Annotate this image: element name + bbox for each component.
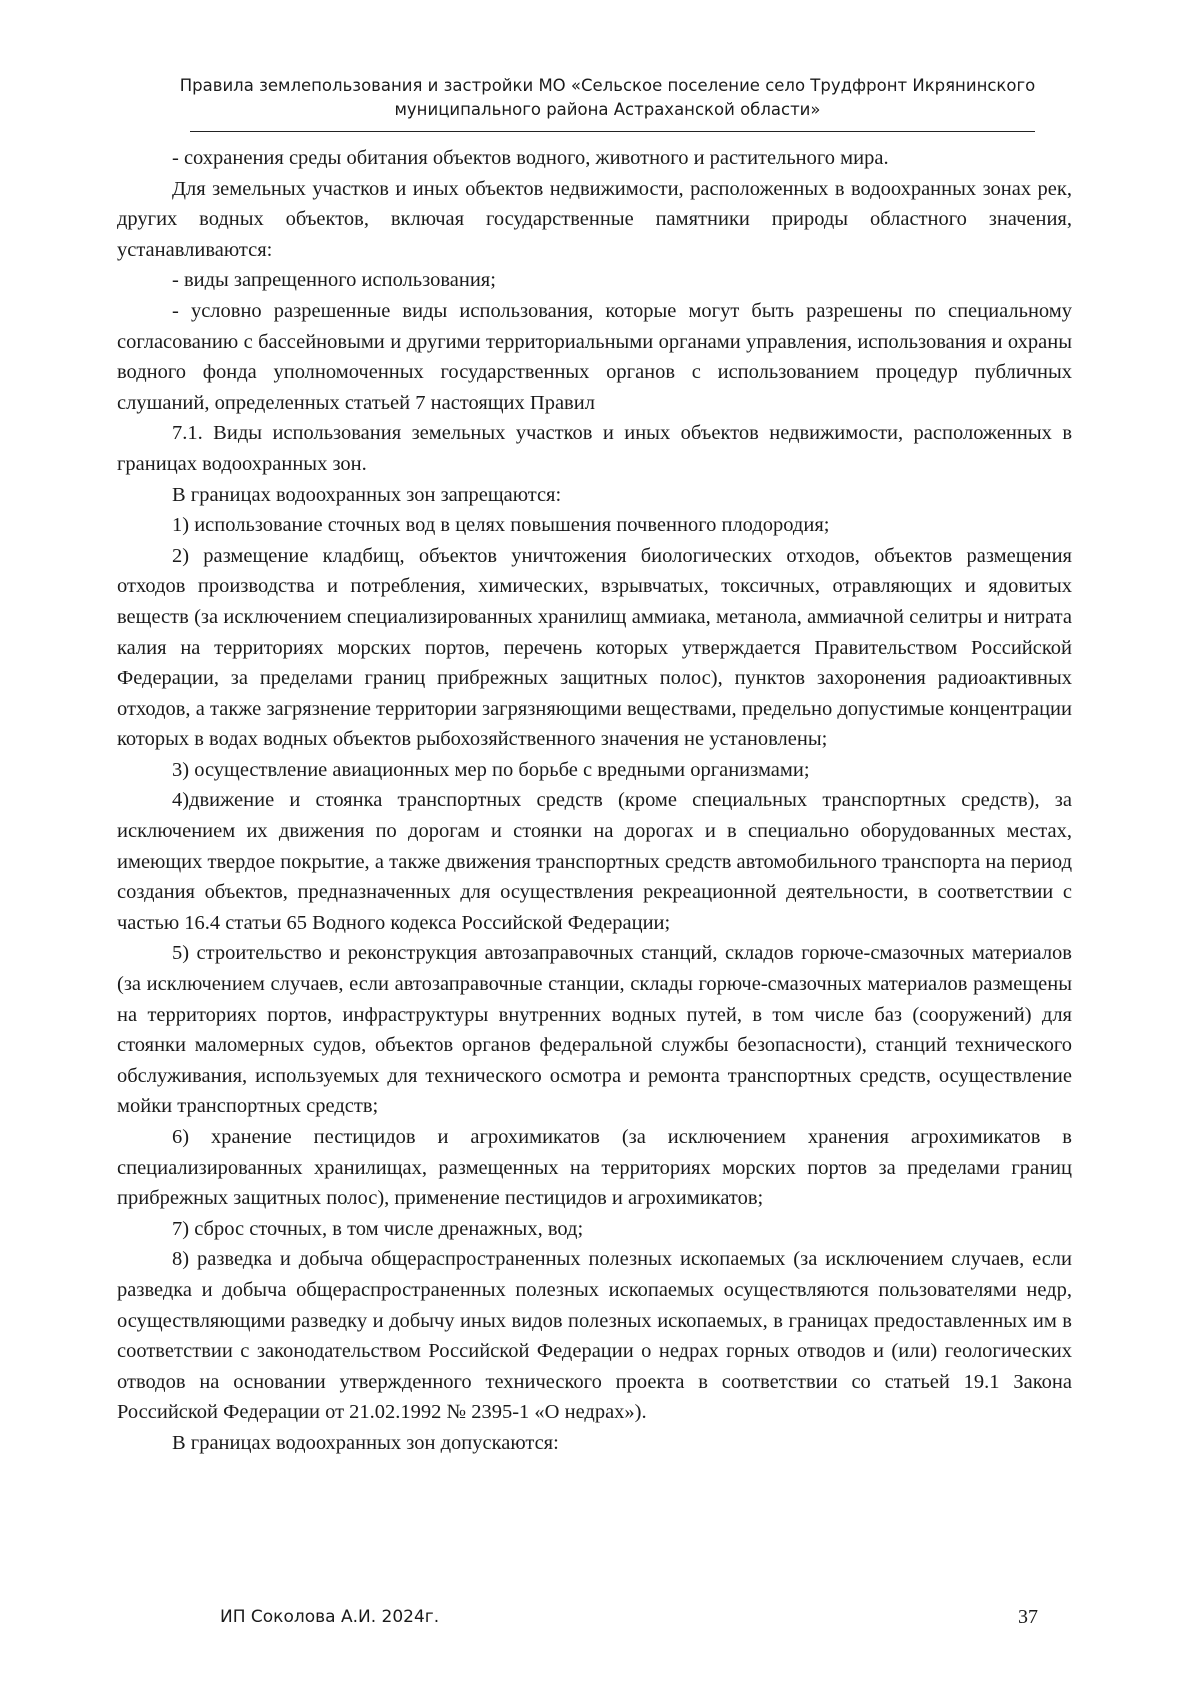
paragraph-habitat-preservation: - сохранения среды обитания объектов водного, животного и растительного мира. bbox=[172, 147, 889, 169]
document-body bbox=[117, 143, 1072, 1459]
list-item-5: 5) строительство и реконструкция автозаправочных станций, складов горюче-смазочных материалов (за исключением случаев, если автозаправочные станции, склады горюче-смазочных материалов размещены на территориях портов, инфраструктуры внутренних водных путей, в том числе баз (сооружений) для стоянки маломерных судов, объектов органов федеральной службы безопасности), станций технического обслуживания, используемых для технического осмотра и ремонта транспортных средств, осуществление мойки транспортных средств; bbox=[117, 942, 1072, 1118]
header-line-2: муниципального района Астраханской области» bbox=[394, 100, 821, 119]
list-item-7: 7) сброс сточных, в том числе дренажных, вод; bbox=[172, 1217, 584, 1240]
list-item-6: 6) хранение пестицидов и агрохимикатов (за исключением хранения агрохимикатов в специализированных хранилищах, размещенных на территориях морских портов за пределами границ прибрежных защитных полос), применение пестицидов и агрохимикатов; bbox=[117, 1126, 1072, 1210]
paragraph-prohibited-intro: В границах водоохранных зон запрещаются: bbox=[172, 483, 562, 506]
header-line-1: Правила землепользования и застройки МО «Сельское поселение село Трудфронт Икрянинского bbox=[179, 76, 1036, 95]
list-item-4: 4)движение и стоянка транспортных средств (кроме специальных транспортных средств), за исключением их движения по дорогам и стоянки на дорогах и в специально оборудованных местах, имеющих твердое покрытие, а также движения транспортных средств автомобильного транспорта на период создания объектов, предназначенных для осуществления рекреационной деятельности, в соответствии с частью 16.4 статьи 65 Водного кодекса Российской Федерации; bbox=[117, 789, 1072, 934]
paragraph-prohibited-uses: - виды запрещенного использования; bbox=[172, 269, 496, 292]
section-heading-7-1: 7.1. Виды использования земельных участков и иных объектов недвижимости, расположенных в границах водоохранных зон. bbox=[117, 422, 1072, 475]
paragraph-permitted-intro: В границах водоохранных зон допускаются: bbox=[172, 1431, 559, 1454]
header-divider bbox=[190, 131, 1035, 132]
paragraph-conditional-uses: - условно разрешенные виды использования, которые могут быть разрешены по специальному согласованию с бассейновыми и другими территориальными органами управления, использования и охраны водного фонда уполномоченных государственных органов с использованием процедур публичных слушаний, определенных статьей 7 настоящих Правил bbox=[117, 299, 1072, 414]
paragraph-water-protection-intro: Для земельных участков и иных объектов недвижимости, расположенных в водоохранных зонах рек, других водных объектов, включая государственные памятники природы областного значения, устанавливаются: bbox=[117, 177, 1072, 261]
page-header bbox=[150, 74, 1065, 122]
list-item-2: 2) размещение кладбищ, объектов уничтожения биологических отходов, объектов размещения отходов производства и потребления, химических, взрывчатых, токсичных, отравляющих и ядовитых веществ (за исключением специализированных хранилищ аммиака, метанола, аммиачной селитры и нитрата калия на территориях морских портов, перечень которых утверждается Правительством Российской Федерации, за пределами границ прибрежных защитных полос), пунктов захоронения радиоактивных отходов, а также загрязнение территории загрязняющими веществами, предельно допустимые концентрации которых в водах водных объектов рыбохозяйственного значения не установлены; bbox=[117, 544, 1072, 751]
page-footer bbox=[0, 1604, 1200, 1634]
list-item-8: 8) разведка и добыча общераспространенных полезных ископаемых (за исключением случаев, если разведка и добыча общераспространенных полезных ископаемых осуществляются пользователями недр, осуществляющими разведку и добычу иных видов полезных ископаемых, в границах предоставленных им в соответствии с законодательством Российской Федерации о недрах горных отводов и (или) геологических отводов на основании утвержденного технического проекта в соответствии со статьей 19.1 Закона Российской Федерации от 21.02.1992 № 2395-1 «О недрах»). bbox=[117, 1248, 1072, 1424]
list-item-3: 3) осуществление авиационных мер по борьбе с вредными организмами; bbox=[172, 758, 810, 781]
footer-author: ИП Соколова А.И. 2024г. bbox=[220, 1607, 440, 1627]
page-number: 37 bbox=[1018, 1606, 1038, 1628]
list-item-1: 1) использование сточных вод в целях повышения почвенного плодородия; bbox=[172, 514, 830, 537]
